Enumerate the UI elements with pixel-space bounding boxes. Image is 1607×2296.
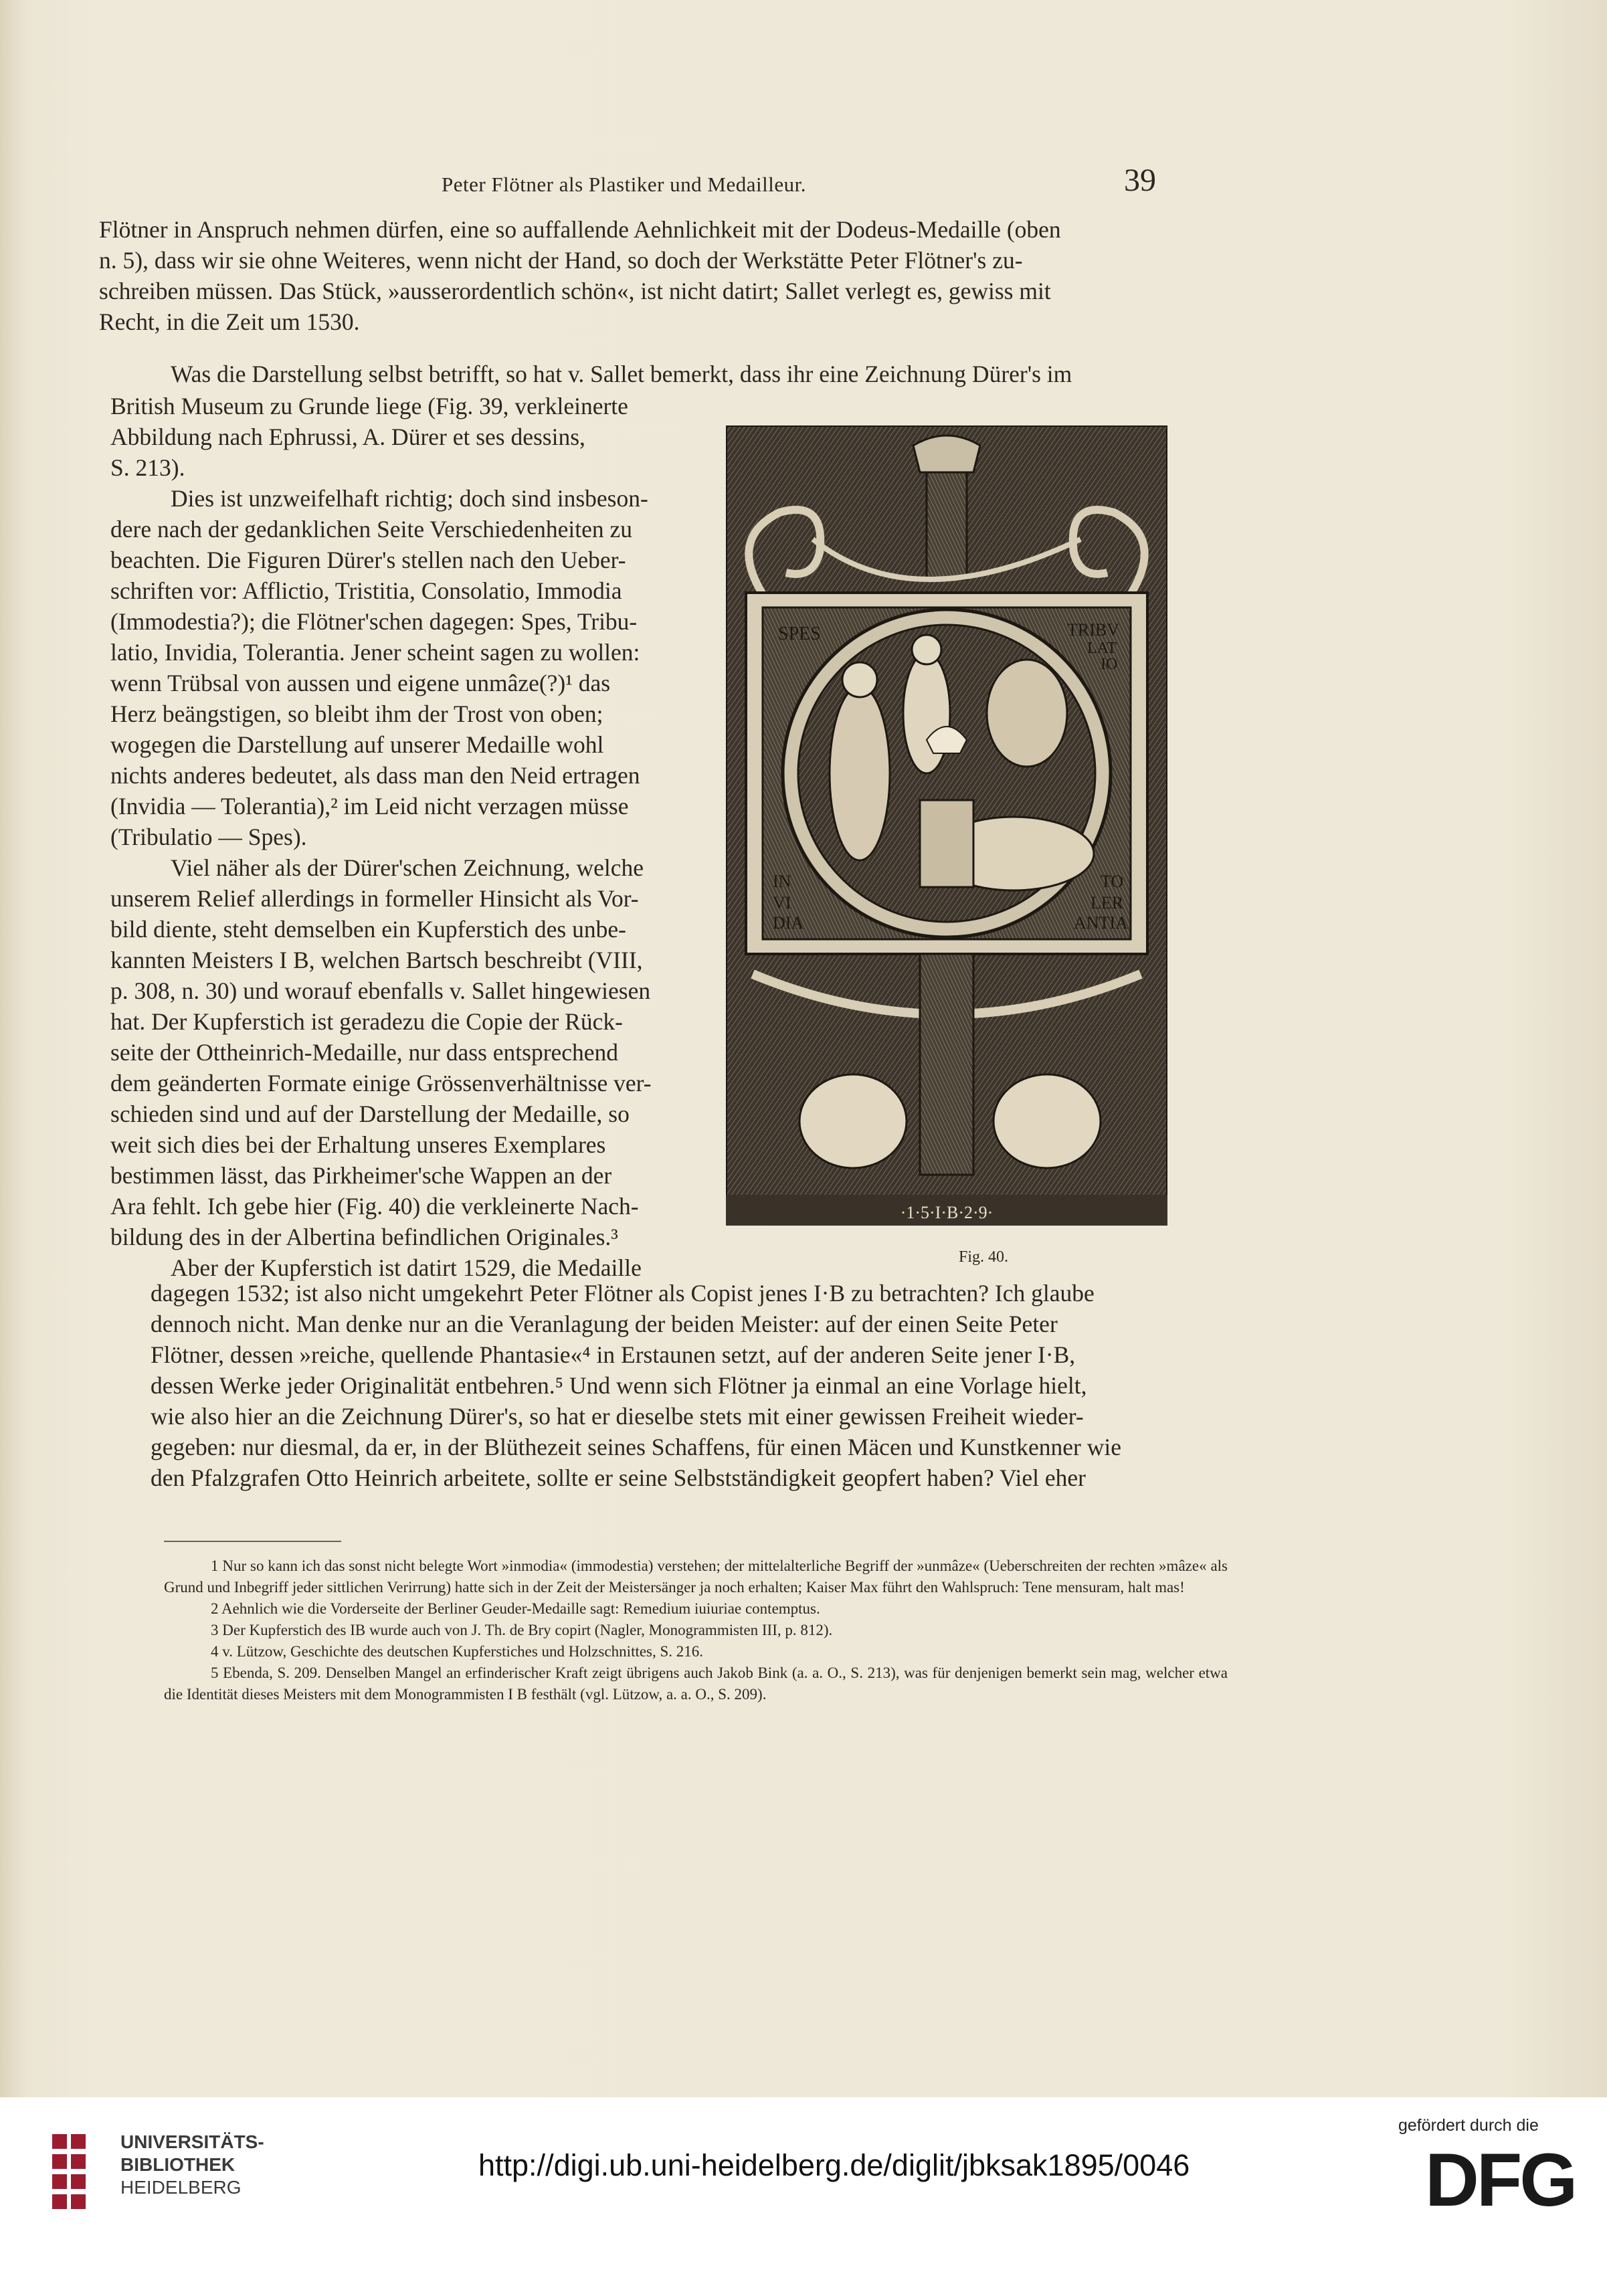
text-line: hat. Der Kupferstich ist geradezu die Copie der Rück- bbox=[110, 1008, 623, 1035]
viewer-footer bbox=[0, 2097, 1607, 2296]
text-line: Aber der Kupferstich ist datirt 1529, die Medaille bbox=[171, 1254, 642, 1281]
text-line: seite der Ottheinrich-Medaille, nur dass entsprechend bbox=[110, 1039, 619, 1066]
text-line: Flötner, dessen »reiche, quellende Phantasie«⁴ in Erstaunen setzt, auf der anderen Seite jener I·B, bbox=[151, 1341, 1076, 1368]
text-line: den Pfalzgrafen Otto Heinrich arbeitete, sollte er seine Selbstständigkeit geopfert haben? Viel eher bbox=[151, 1464, 1086, 1491]
running-title: Peter Flötner als Plastiker und Medailleur. bbox=[442, 173, 806, 196]
footnotes bbox=[164, 1555, 1228, 1705]
permalink-url[interactable]: http://digi.ub.uni-heidelberg.de/diglit/jbksak1895/0046 bbox=[478, 2148, 1190, 2182]
library-name bbox=[120, 2131, 264, 2199]
label-lat: LAT bbox=[1087, 640, 1117, 657]
paragraph-column bbox=[110, 391, 719, 1283]
text-line: n. 5), dass wir sie ohne Weiteres, wenn nicht der Hand, so doch der Werkstätte Peter Flötner's zu- bbox=[99, 247, 1023, 274]
text-line: bildung des in der Albertina befindlichen Originales.³ bbox=[110, 1224, 618, 1250]
library-name-line: BIBLIOTHEK bbox=[120, 2154, 235, 2175]
label-antia: ANTIA bbox=[1074, 913, 1128, 933]
text-line: wie also hier an die Zeichnung Dürer's, so hat er dieselbe stets mit einer gewissen Freiheit wieder- bbox=[151, 1403, 1084, 1430]
university-library-logo-icon bbox=[52, 2134, 106, 2214]
text-line: kannten Meisters I B, welchen Bartsch beschreibt (VIII, bbox=[110, 947, 643, 973]
footnote: 3 Der Kupferstich des IB wurde auch von J. Th. de Bry copirt (Nagler, Monogrammisten III, p. 812). bbox=[211, 1622, 833, 1638]
text-line: dagegen 1532; ist also nicht umgekehrt Peter Flötner als Copist jenes I·B zu betrachten? Ich glaube bbox=[151, 1280, 1095, 1307]
text-line: wogegen die Darstellung auf unserer Medaille wohl bbox=[110, 731, 604, 758]
text-line: Ara fehlt. Ich gebe hier (Fig. 40) die verkleinerte Nach- bbox=[110, 1193, 639, 1220]
text-line: Dies ist unzweifelhaft richtig; doch sind insbeson- bbox=[171, 485, 648, 512]
footnote: 1 Nur so kann ich das sonst nicht belegte Wort »inmodia« (immodestia) verstehen; der mittelalterliche Begriff der »unmâze« (Ueberschreiten der rechten »mâze« als Grund und Inbegriff jeder sittlichen Verirrung) hatte sich in der Zeit der Meistersänger ja noch erhalten; Kaiser Max führt den Wahlspruch: Tene mensuram, halt mas! bbox=[164, 1557, 1228, 1596]
text-line: Was die Darstellung selbst betrifft, so hat v. Sallet bemerkt, dass ihr eine Zeichnung Dürer's im bbox=[171, 361, 1072, 387]
label-spes: SPES bbox=[778, 624, 821, 644]
text-line: weit sich dies bei der Erhaltung unseres Exemplares bbox=[110, 1131, 606, 1158]
text-line: (Immodestia?); die Flötner'schen dagegen: Spes, Tribu- bbox=[110, 608, 638, 635]
label-dia: DIA bbox=[773, 913, 804, 933]
text-line: latio, Invidia, Tolerantia. Jener scheint sagen zu wollen: bbox=[110, 639, 640, 666]
text-line: Flötner in Anspruch nehmen dürfen, eine so auffallende Aehnlichkeit mit der Dodeus-Medaille (oben bbox=[99, 216, 1061, 243]
footnote: 5 Ebenda, S. 209. Denselben Mangel an erfinderischer Kraft zeigt übrigens auch Jakob Bink (a. a. O., S. 213), was für denjenigen bemerkt sein mag, welcher etwa die Identität dieses Meisters mit dem Monogrammisten I B festhält (vgl. Lützow, a. a. O., S. 209). bbox=[164, 1664, 1228, 1703]
footnote-divider bbox=[164, 1541, 341, 1542]
paragraph-1 bbox=[99, 214, 1169, 337]
text-line: schriften vor: Afflictio, Tristitia, Consolatio, Immodia bbox=[110, 577, 622, 604]
text-line: Recht, in die Zeit um 1530. bbox=[99, 308, 360, 335]
figure-caption: Fig. 40. bbox=[959, 1248, 1009, 1266]
text-line: bestimmen lässt, das Pirkheimer'sche Wappen an der bbox=[110, 1162, 612, 1189]
footnote: 4 v. Lützow, Geschichte des deutschen Kupferstiches und Holzschnittes, S. 216. bbox=[211, 1643, 704, 1660]
label-to: TO bbox=[1101, 872, 1124, 891]
paragraph-3 bbox=[151, 1278, 1224, 1493]
library-name-line: HEIDELBERG bbox=[120, 2177, 242, 2198]
text-line: (Tribulatio — Spes). bbox=[110, 824, 307, 850]
text-line: p. 308, n. 30) und worauf ebenfalls v. Sallet hingewiesen bbox=[110, 977, 651, 1004]
text-line: unserem Relief allerdings in formeller Hinsicht als Vor- bbox=[110, 885, 639, 912]
text-line: gegeben: nur diesmal, da er, in der Blüthezeit seines Schaffens, für einen Mäcen und Kunstkenner wie bbox=[151, 1434, 1121, 1460]
paragraph-2-intro bbox=[110, 359, 1164, 389]
text-line: beachten. Die Figuren Dürer's stellen nach den Ueber- bbox=[110, 547, 626, 573]
text-line: Herz beängstigen, so bleibt ihm der Trost von oben; bbox=[110, 700, 603, 727]
label-in: IN bbox=[773, 872, 791, 891]
footnote: 2 Aehnlich wie die Vorderseite der Berliner Geuder-Medaille sagt: Remedium iuiuriae contemptus. bbox=[211, 1600, 820, 1617]
text-line: dessen Werke jeder Originalität entbehren.⁵ Und wenn sich Flötner ja einmal an eine Vorlage hielt, bbox=[151, 1372, 1087, 1399]
text-line: nichts anderes bedeutet, als dass man den Neid ertragen bbox=[110, 762, 640, 789]
label-io: IO bbox=[1101, 656, 1118, 673]
funded-by-label: gefördert durch die bbox=[1398, 2116, 1539, 2135]
text-line: bild diente, steht demselben ein Kupferstich des unbe- bbox=[110, 916, 626, 943]
text-line: dennoch nicht. Man denke nur an die Veranlagung der beiden Meister: auf der einen Seite Peter bbox=[151, 1311, 1058, 1337]
text-line: dem geänderten Formate einige Grössenverhältnisse ver- bbox=[110, 1070, 652, 1096]
text-line: S. 213). bbox=[110, 454, 185, 481]
page-number: 39 bbox=[1124, 163, 1156, 198]
label-vi: VI bbox=[773, 893, 791, 913]
label-tribv: TRIBV bbox=[1067, 620, 1119, 640]
text-line: Viel näher als der Dürer'schen Zeichnung, welche bbox=[171, 854, 644, 881]
text-line: Abbildung nach Ephrussi, A. Dürer et ses dessins, bbox=[110, 423, 585, 450]
dfg-logo-text: DFG bbox=[1425, 2139, 1576, 2219]
label-ler: LER bbox=[1091, 893, 1124, 913]
engraving-date: ·1·5·I·B·2·9· bbox=[900, 1203, 994, 1222]
text-line: British Museum zu Grunde liege (Fig. 39, verkleinerte bbox=[110, 393, 628, 419]
library-name-line: UNIVERSITÄTS- bbox=[120, 2131, 264, 2152]
dfg-logo-icon bbox=[1425, 2139, 1586, 2219]
engraving-figure bbox=[726, 425, 1167, 1226]
page-header bbox=[0, 163, 1607, 221]
engraving-image bbox=[726, 425, 1167, 1226]
text-line: wenn Trübsal von aussen und eigene unmâze(?)¹ das bbox=[110, 670, 611, 696]
text-line: schreiben müssen. Das Stück, »ausserordentlich schön«, ist nicht datirt; Sallet verlegt es, gewiss mit bbox=[99, 278, 1051, 304]
text-line: schieden sind und auf der Darstellung der Medaille, so bbox=[110, 1101, 630, 1127]
text-line: dere nach der gedanklichen Seite Verschiedenheiten zu bbox=[110, 516, 632, 543]
text-line: (Invidia — Tolerantia),² im Leid nicht verzagen müsse bbox=[110, 793, 629, 820]
